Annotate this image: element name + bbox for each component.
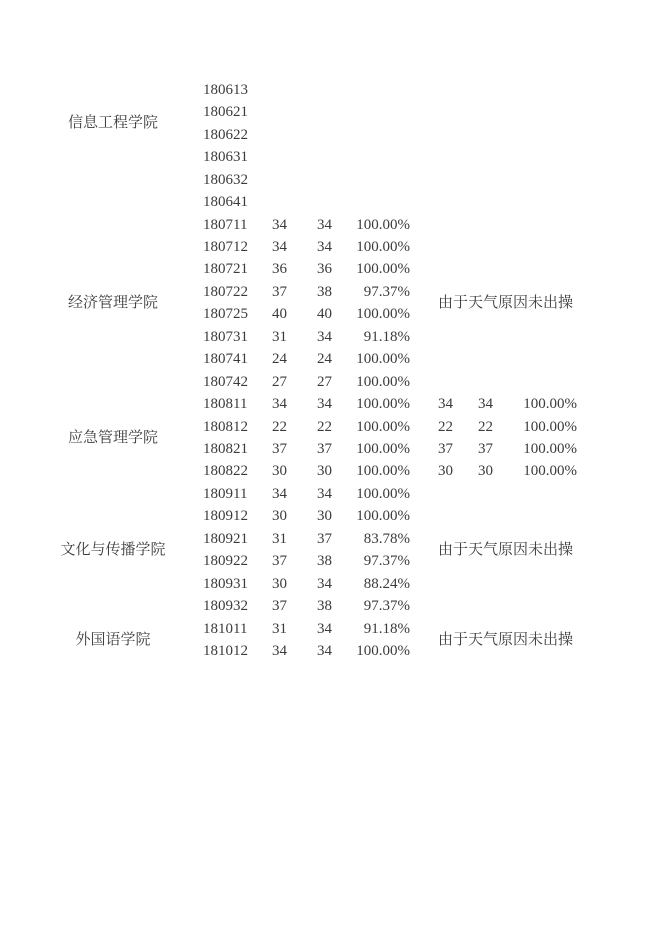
class-id-cell: 180921 xyxy=(203,530,248,547)
class-id-cell: 181011 xyxy=(203,620,248,637)
present-count-2-cell: 37 xyxy=(438,441,453,457)
class-id-cell: 180932 xyxy=(203,598,248,615)
class-id-cell: 180931 xyxy=(203,575,248,592)
class-id-cell: 180725 xyxy=(203,306,248,323)
present-count-2-cell: 22 xyxy=(438,418,453,435)
attendance-rate-cell: 97.37% xyxy=(363,553,410,570)
attendance-rate-cell: 100.00% xyxy=(356,463,410,480)
present-count-cell: 34 xyxy=(272,643,287,660)
class-id-cell: 180722 xyxy=(203,283,248,300)
attendance-rate-2-cell: 100.00% xyxy=(523,418,577,435)
attendance-rate-cell: 100.00% xyxy=(356,261,410,278)
present-count-cell: 31 xyxy=(272,328,287,345)
class-id-cell: 180711 xyxy=(203,216,248,233)
total-count-cell: 36 xyxy=(317,261,332,278)
present-count-cell: 34 xyxy=(272,238,287,255)
present-count-cell: 30 xyxy=(272,463,287,480)
attendance-rate-cell: 91.18% xyxy=(363,620,410,637)
class-id-cell: 180721 xyxy=(203,261,248,278)
total-count-cell: 30 xyxy=(317,508,332,525)
total-count-cell: 37 xyxy=(317,441,332,457)
present-count-cell: 31 xyxy=(272,620,287,637)
present-count-cell: 30 xyxy=(272,575,287,592)
total-count-cell: 40 xyxy=(317,306,332,323)
attendance-rate-2-cell: 100.00% xyxy=(523,441,577,457)
total-count-cell: 38 xyxy=(317,598,332,615)
class-id-cell: 180731 xyxy=(203,328,248,345)
attendance-rate-cell: 100.00% xyxy=(356,238,410,255)
class-id-cell: 180641 xyxy=(203,194,248,211)
total-count-cell: 34 xyxy=(317,238,332,255)
total-count-cell: 24 xyxy=(317,351,332,368)
weather-note: 由于天气原因未出操 xyxy=(438,542,574,559)
total-count-2-cell: 34 xyxy=(478,396,493,413)
attendance-rate-cell: 100.00% xyxy=(356,508,410,525)
present-count-cell: 31 xyxy=(272,530,287,547)
total-count-cell: 27 xyxy=(317,373,332,390)
present-count-2-cell: 30 xyxy=(438,463,453,480)
class-id-cell: 180631 xyxy=(203,149,248,166)
present-count-cell: 34 xyxy=(272,485,287,502)
present-count-cell: 37 xyxy=(272,553,287,570)
total-count-cell: 34 xyxy=(317,396,332,413)
present-count-cell: 24 xyxy=(272,351,287,368)
college-label: 应急管理学院 xyxy=(67,429,158,446)
attendance-rate-2-cell: 100.00% xyxy=(523,396,577,413)
total-count-cell: 30 xyxy=(317,463,332,480)
total-count-2-cell: 22 xyxy=(478,418,493,435)
total-count-cell: 37 xyxy=(317,530,332,547)
total-count-2-cell: 37 xyxy=(478,441,493,457)
college-label: 信息工程学院 xyxy=(67,115,158,132)
class-id-cell: 180742 xyxy=(203,373,248,390)
present-count-2-cell: 34 xyxy=(438,396,453,413)
attendance-rate-cell: 100.00% xyxy=(356,216,410,233)
attendance-rate-cell: 100.00% xyxy=(356,351,410,368)
class-id-cell: 180712 xyxy=(203,238,248,255)
present-count-cell: 37 xyxy=(272,598,287,615)
attendance-rate-cell: 83.78% xyxy=(363,530,410,547)
attendance-rate-cell: 97.37% xyxy=(363,598,410,615)
attendance-rate-cell: 97.37% xyxy=(363,283,410,300)
total-count-cell: 34 xyxy=(317,216,332,233)
total-count-cell: 34 xyxy=(317,328,332,345)
total-count-cell: 34 xyxy=(317,620,332,637)
college-label: 经济管理学院 xyxy=(67,295,158,312)
attendance-rate-cell: 100.00% xyxy=(356,643,410,660)
class-id-cell: 180632 xyxy=(203,171,248,188)
class-id-cell: 180621 xyxy=(203,104,248,121)
attendance-rate-cell: 100.00% xyxy=(356,306,410,323)
present-count-cell: 37 xyxy=(272,283,287,300)
attendance-rate-cell: 100.00% xyxy=(356,396,410,413)
present-count-cell: 37 xyxy=(272,441,287,457)
weather-note: 由于天气原因未出操 xyxy=(438,295,574,312)
class-id-cell: 180911 xyxy=(203,485,248,502)
present-count-cell: 40 xyxy=(272,306,287,323)
class-id-cell: 180822 xyxy=(203,463,248,480)
weather-note: 由于天气原因未出操 xyxy=(438,631,574,648)
attendance-rate-cell: 100.00% xyxy=(356,373,410,390)
total-count-cell: 34 xyxy=(317,643,332,660)
present-count-cell: 27 xyxy=(272,373,287,390)
class-id-cell: 180922 xyxy=(203,553,248,570)
attendance-rate-2-cell: 100.00% xyxy=(523,463,577,480)
class-id-cell: 180821 xyxy=(203,441,248,457)
total-count-cell: 38 xyxy=(317,283,332,300)
class-id-cell: 180812 xyxy=(203,418,248,435)
class-id-cell: 180811 xyxy=(203,396,248,413)
total-count-cell: 22 xyxy=(317,418,332,435)
total-count-cell: 34 xyxy=(317,485,332,502)
attendance-rate-cell: 100.00% xyxy=(356,485,410,502)
present-count-cell: 34 xyxy=(272,216,287,233)
class-id-cell: 180741 xyxy=(203,351,248,368)
present-count-cell: 30 xyxy=(272,508,287,525)
class-id-cell: 180613 xyxy=(203,81,248,98)
class-id-cell: 180622 xyxy=(203,126,248,143)
attendance-rate-cell: 100.00% xyxy=(356,418,410,435)
present-count-cell: 22 xyxy=(272,418,287,435)
class-id-cell: 181012 xyxy=(203,643,248,660)
college-label: 文化与传播学院 xyxy=(60,542,166,559)
present-count-cell: 36 xyxy=(272,261,287,278)
class-id-cell: 180912 xyxy=(203,508,248,525)
total-count-cell: 38 xyxy=(317,553,332,570)
college-label: 外国语学院 xyxy=(75,631,151,648)
attendance-rate-cell: 88.24% xyxy=(363,575,410,592)
attendance-rate-cell: 100.00% xyxy=(356,441,410,457)
attendance-rate-cell: 91.18% xyxy=(363,328,410,345)
present-count-cell: 34 xyxy=(272,396,287,413)
total-count-2-cell: 30 xyxy=(478,463,493,480)
total-count-cell: 34 xyxy=(317,575,332,592)
